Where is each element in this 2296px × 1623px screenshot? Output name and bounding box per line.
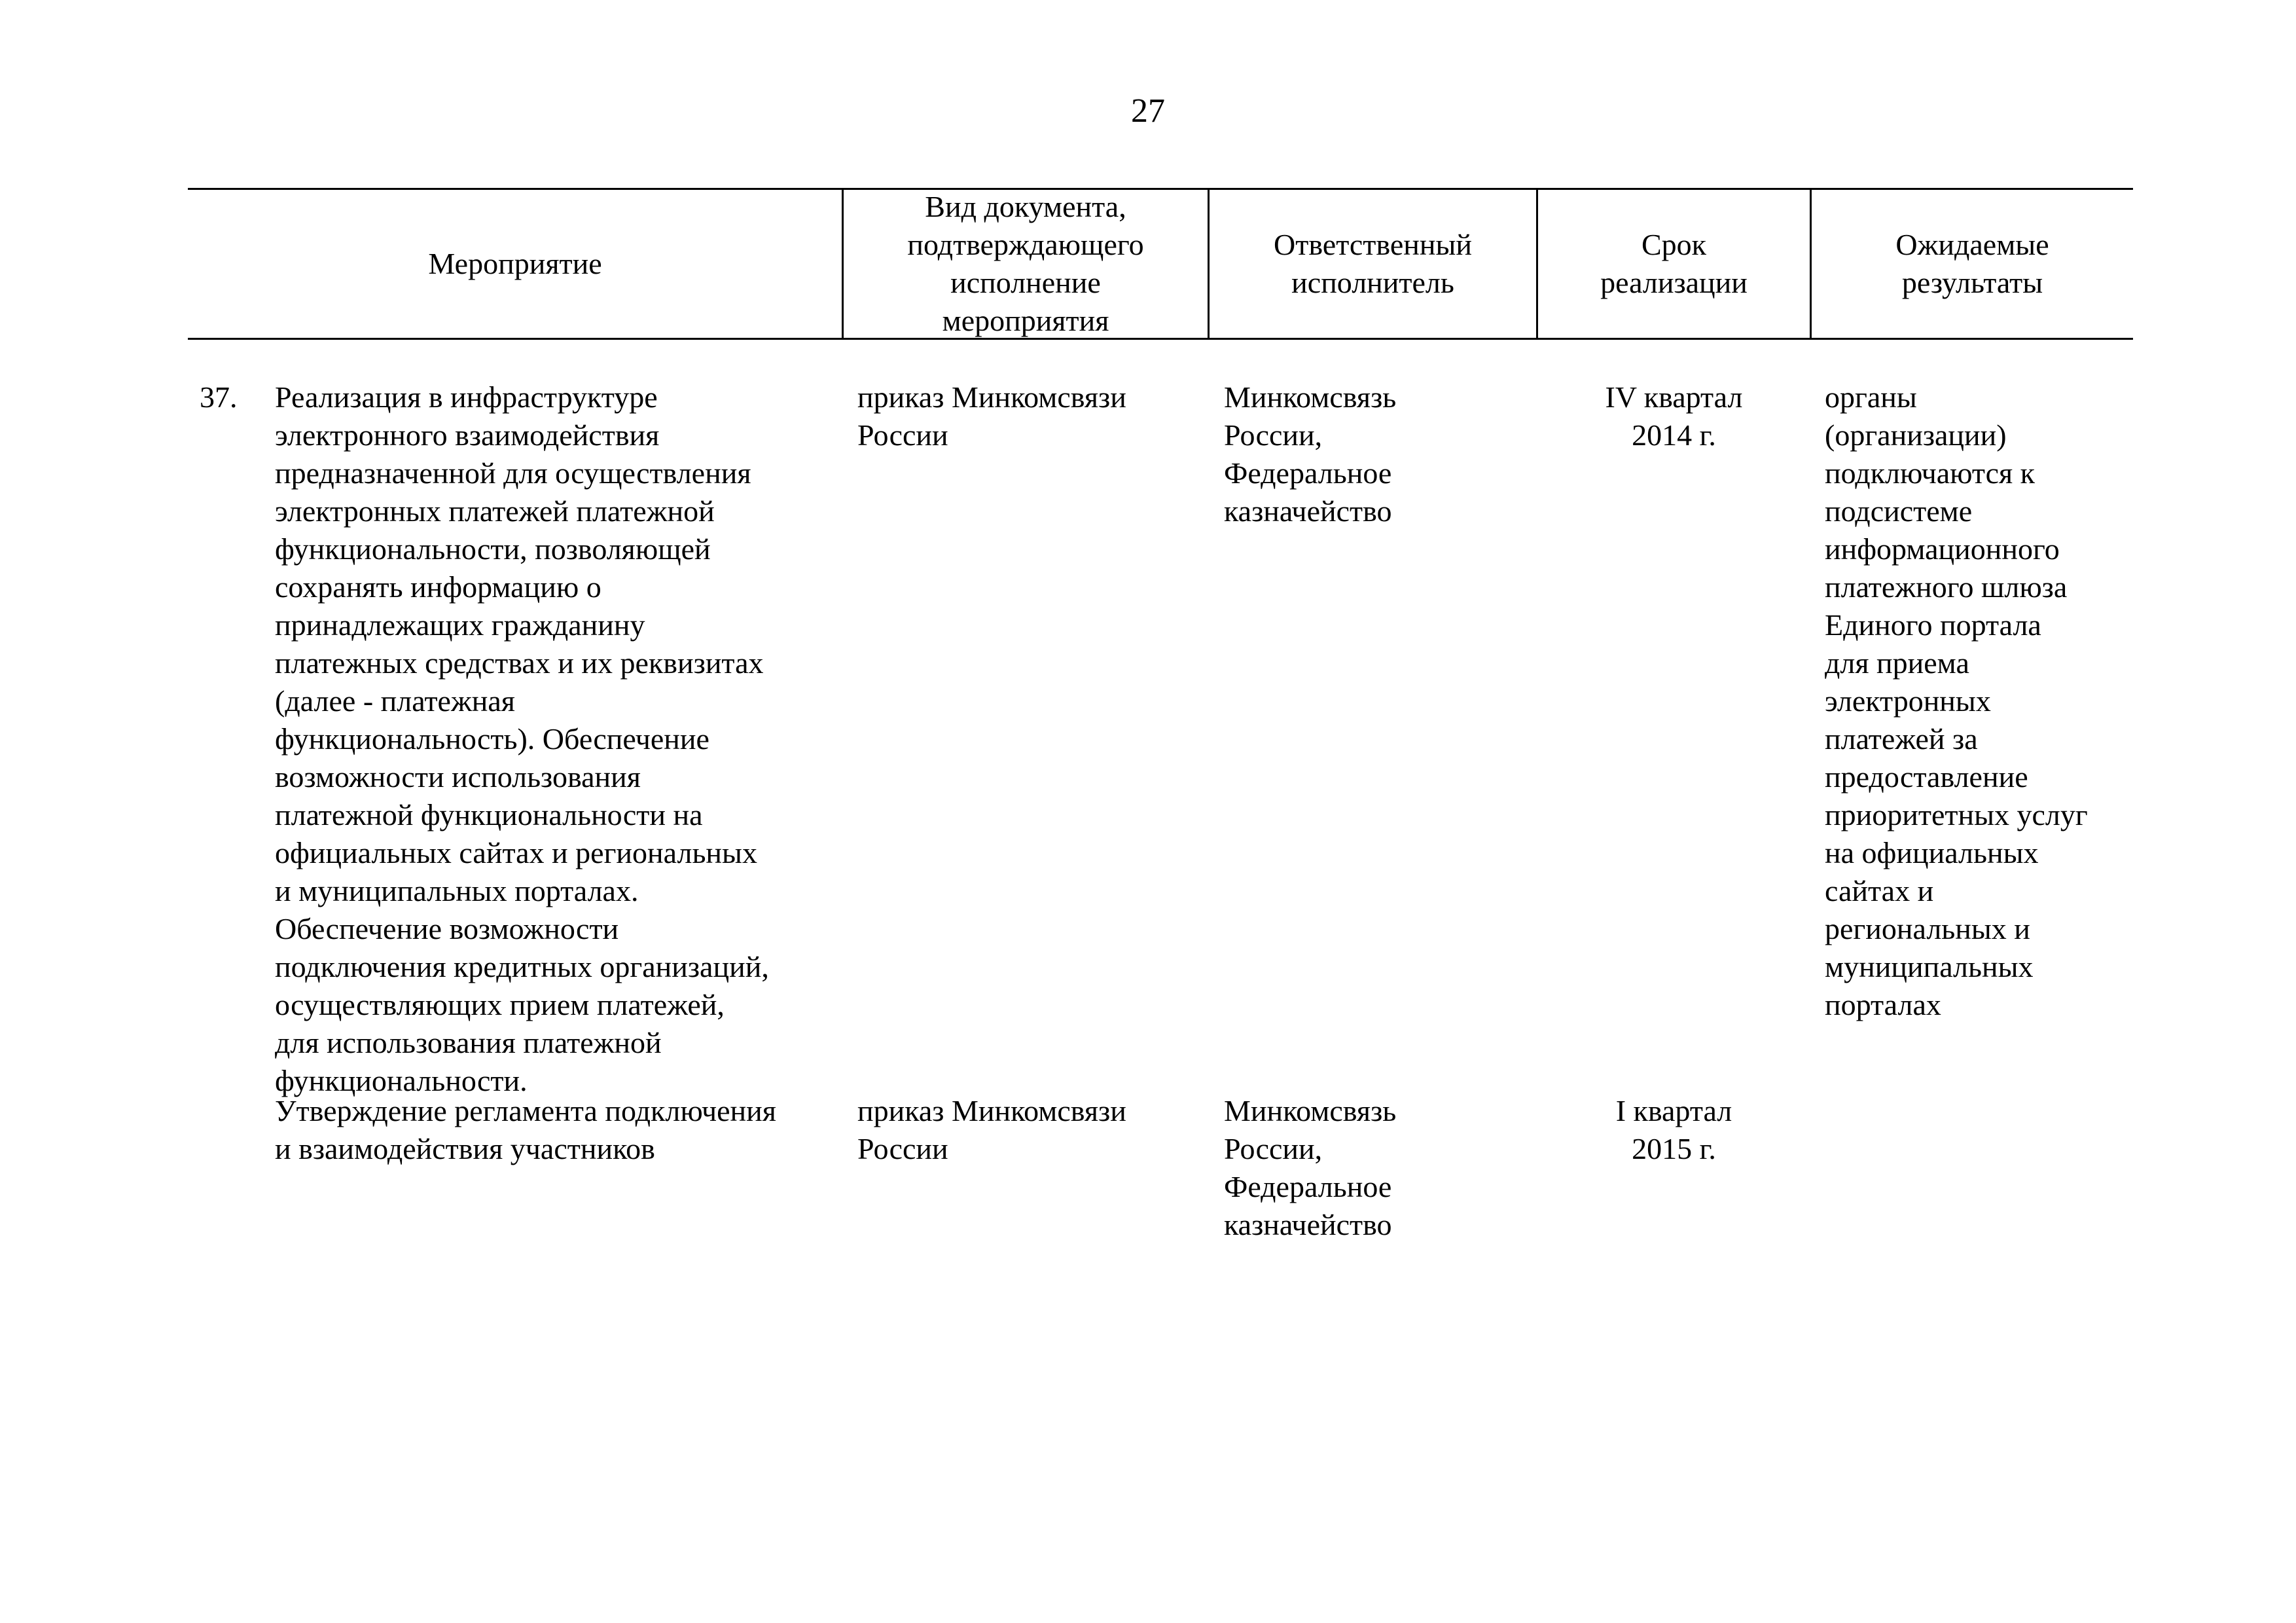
activity-cell: Реализация в инфраструктуре электронного взаимодействия предназначенной для осуществления электронных платежей платежной функциональности, позволяющей сохранять информацию о принадлежащих гражданину платежных средствах и их реквизитах (далее - платежная функциональность). Обеспечение возможности использования платежной функциональности на официальных сайтах и региональных и муниципальных порталах. Обеспечение возможности подключения кредитных организаций, осуществляющих прием платежей, для использования платежной функциональности.	[275, 380, 769, 1097]
executor-cell: Минкомсвязь России, Федеральное казначейство	[1224, 1094, 1397, 1241]
document-cell: приказ Минкомсвязи России	[857, 380, 1126, 452]
deadline-cell: I квартал 2015 г.	[1615, 1094, 1732, 1165]
header-document: Вид документа, подтверждающего исполнение мероприятия	[907, 190, 1144, 337]
header-executor: Ответственный исполнитель	[1274, 228, 1472, 299]
page-number: 27	[1131, 92, 1165, 130]
deadline-cell: IV квартал 2014 г.	[1605, 380, 1743, 452]
results-cell: органы (организации) подключаются к подсистеме информационного платежного шлюза Единого портала для приема электронных платежей за предоставление приоритетных услуг на официальных сайтах и региональных и муниципальных порталах	[1825, 380, 2088, 1021]
row-number: 37.	[200, 380, 238, 414]
header-activity: Мероприятие	[428, 247, 602, 280]
header-deadline: Срок реализации	[1600, 228, 1748, 299]
document-cell: приказ Минкомсвязи России	[857, 1094, 1126, 1165]
activity-cell: Утверждение регламента подключения и взаимодействия участников	[275, 1094, 776, 1165]
executor-cell: Минкомсвязь России, Федеральное казначейство	[1224, 380, 1397, 528]
header-results: Ожидаемые результаты	[1895, 228, 2049, 299]
